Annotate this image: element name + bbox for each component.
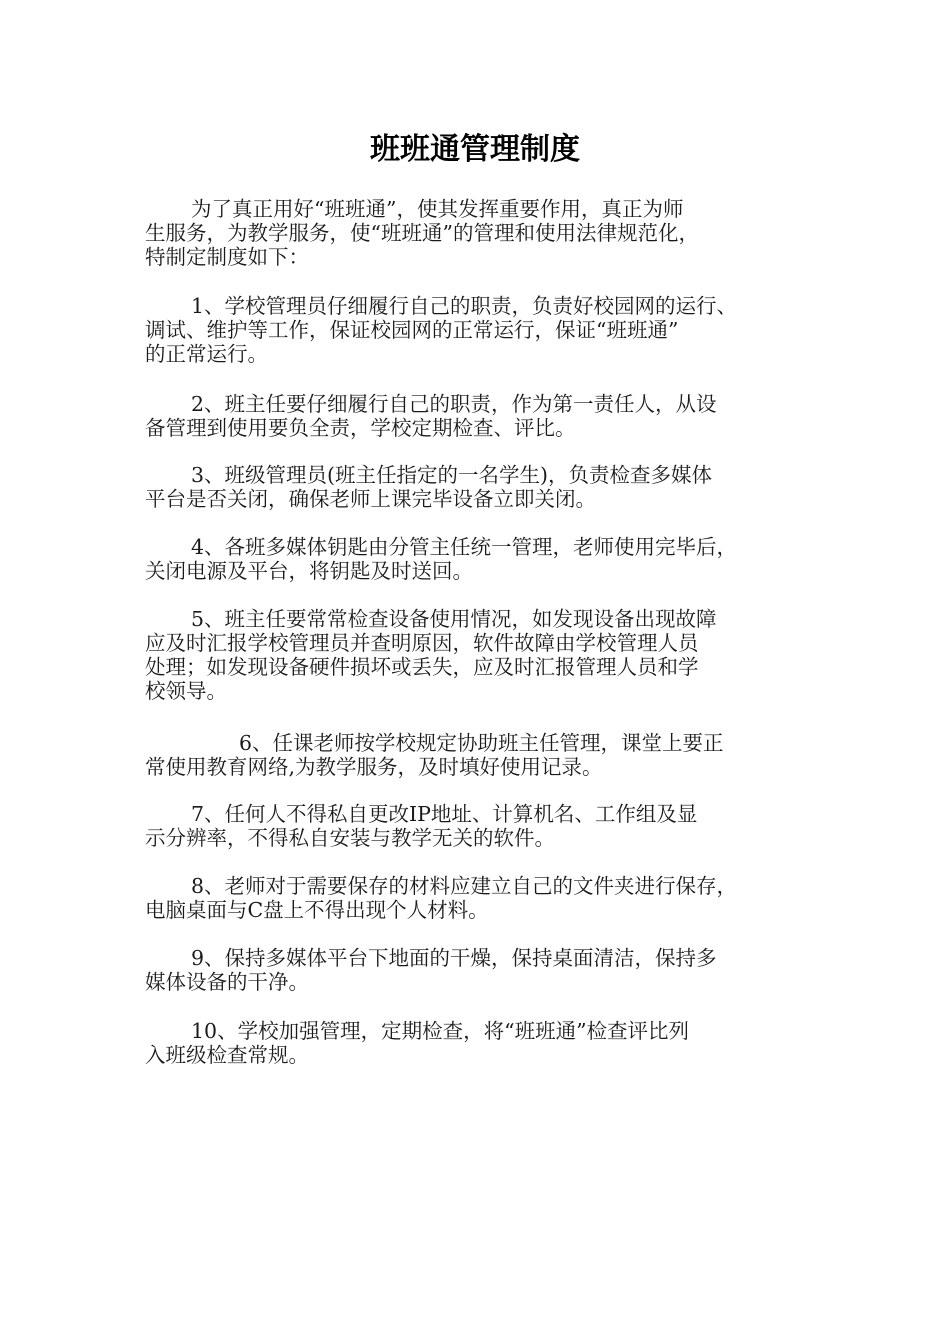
paragraph-intro: [145, 197, 825, 269]
rule-item-9: [145, 946, 825, 994]
paragraph-line: 8、老师对于需要保存的材料应建立自己的文件夹进行保存，: [191, 874, 738, 898]
paragraph-line: 调试、维护等工作，保证校园网的正常运行，保证“班班通”: [145, 318, 679, 342]
paragraph-line: 平台是否关闭，确保老师上课完毕设备立即关闭。: [145, 487, 596, 511]
paragraph-line: 7、任何人不得私自更改IP地址、计算机名、工作组及显: [191, 802, 698, 826]
paragraph-line: 关闭电源及平台，将钥匙及时送回。: [145, 559, 473, 583]
rule-item-2: [145, 392, 825, 440]
paragraph-line: 的正常运行。: [145, 342, 268, 366]
paragraph-line: 常使用教育网络,为教学服务，及时填好使用记录。: [145, 755, 603, 779]
paragraph-line: 示分辨率，不得私自安装与教学无关的软件。: [145, 826, 555, 850]
paragraph-line: 9、保持多媒体平台下地面的干燥，保持桌面清洁，保持多: [191, 946, 717, 970]
paragraph-line: 1、学校管理员仔细履行自己的职责，负责好校园网的运行、: [191, 294, 738, 318]
rule-item-6: [145, 731, 825, 779]
rule-item-4: [145, 535, 825, 583]
rule-item-8: [145, 874, 825, 922]
paragraph-line: 校领导。: [145, 679, 227, 703]
paragraph-line: 3、班级管理员(班主任指定的一名学生)，负责检查多媒体: [191, 463, 713, 487]
paragraph-line: 备管理到使用要负全责，学校定期检查、评比。: [145, 416, 576, 440]
paragraph-line: 媒体设备的干净。: [145, 970, 309, 994]
rule-item-1: [145, 294, 825, 366]
rule-item-10: [145, 1019, 825, 1067]
paragraph-line: 2、班主任要仔细履行自己的职责，作为第一责任人，从设: [191, 392, 717, 416]
document-title: 班班通管理制度: [370, 132, 580, 167]
paragraph-line: 4、各班多媒体钥匙由分管主任统一管理，老师使用完毕后，: [191, 535, 738, 559]
paragraph-line: 应及时汇报学校管理员并查明原因，软件故障由学校管理人员: [145, 631, 699, 655]
paragraph-line: 10、学校加强管理，定期检查，将“班班通”检查评比列: [191, 1019, 690, 1043]
paragraph-line: 入班级检查常规。: [145, 1043, 309, 1067]
rule-item-5: [145, 607, 825, 703]
rule-item-7: [145, 802, 825, 850]
paragraph-line: 6、任课老师按学校规定协助班主任管理，课堂上要正: [239, 731, 724, 755]
paragraph-line: 5、班主任要常常检查设备使用情况，如发现设备出现故障: [191, 607, 717, 631]
paragraph-line: 电脑桌面与C盘上不得出现个人材料。: [145, 898, 489, 922]
paragraph-line: 处理；如发现设备硬件损坏或丢失，应及时汇报管理人员和学: [145, 655, 699, 679]
paragraph-line: 为了真正用好“班班通”，使其发挥重要作用，真正为师: [191, 197, 684, 221]
paragraph-line: 生服务，为教学服务，使“班班通”的管理和使用法律规范化，: [145, 221, 699, 245]
paragraph-line: 特制定制度如下：: [145, 245, 309, 269]
rule-item-3: [145, 463, 825, 511]
